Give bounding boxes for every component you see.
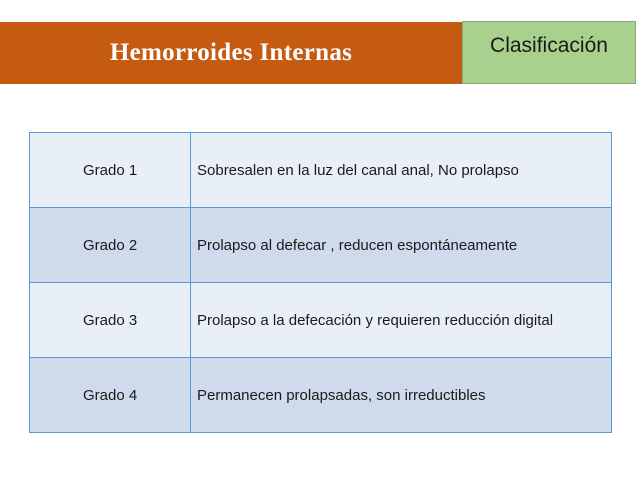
grade-cell: Grado 1 bbox=[30, 133, 191, 208]
description-cell: Prolapso a la defecación y requieren reducción digital bbox=[191, 283, 612, 358]
table-row bbox=[30, 133, 612, 208]
classification-table bbox=[29, 132, 612, 433]
grade-cell: Grado 3 bbox=[30, 283, 191, 358]
grade-cell: Grado 2 bbox=[30, 208, 191, 283]
description-cell: Sobresalen en la luz del canal anal, No prolapso bbox=[191, 133, 612, 208]
page-title: Hemorroides Internas bbox=[109, 39, 353, 66]
table-row bbox=[30, 283, 612, 358]
table-row bbox=[30, 208, 612, 283]
description-cell: Permanecen prolapsadas, son irreductibles bbox=[191, 358, 612, 433]
header-band bbox=[0, 22, 462, 84]
table-row bbox=[30, 358, 612, 433]
grade-cell: Grado 4 bbox=[30, 358, 191, 433]
classification-tag bbox=[462, 21, 636, 84]
description-cell: Prolapso al defecar , reducen espontáneamente bbox=[191, 208, 612, 283]
classification-tag-label: Clasificación bbox=[490, 34, 608, 57]
